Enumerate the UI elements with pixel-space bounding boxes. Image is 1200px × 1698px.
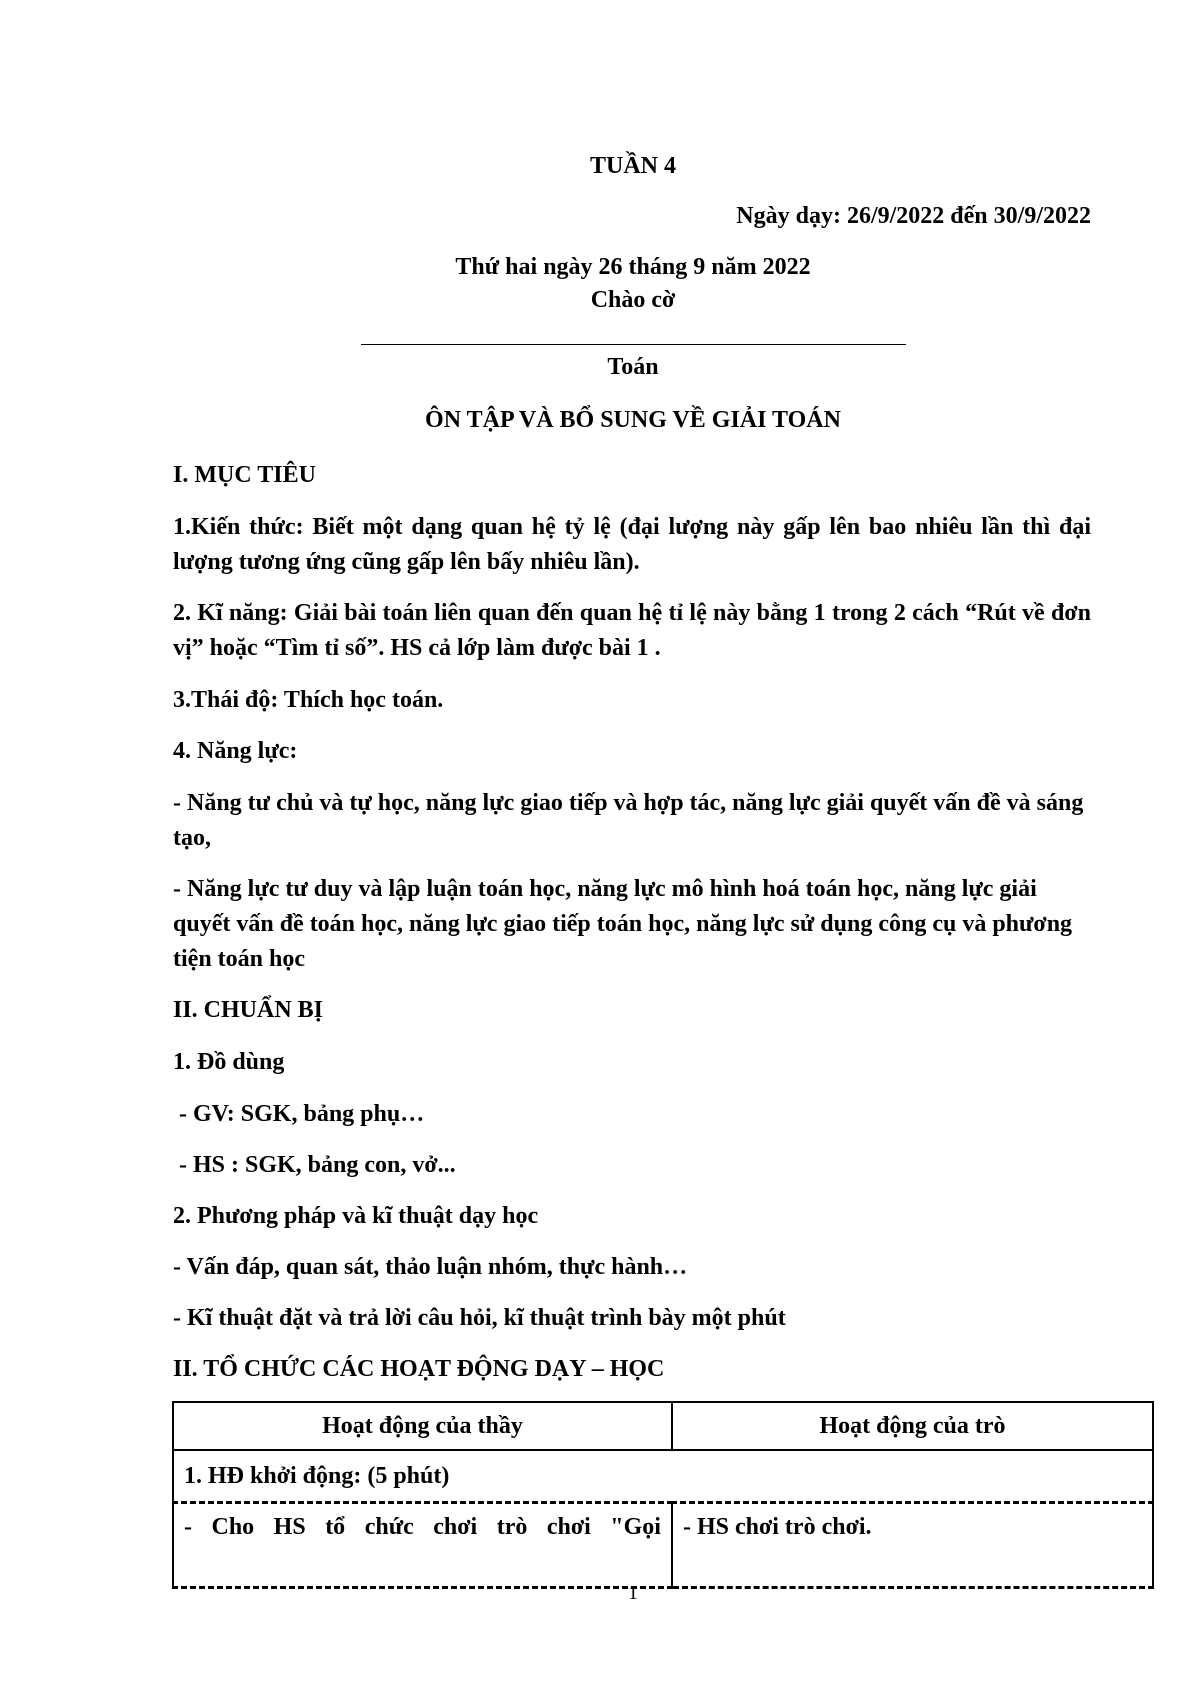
subject-heading: Toán (607, 354, 659, 380)
page-number: 1 (628, 1582, 638, 1604)
column-header-student: Hoạt động của trò (672, 1402, 1153, 1450)
lesson-title: ÔN TẬP VÀ BỔ SUNG VỀ GIẢI TOÁN (425, 407, 841, 433)
objective-skills: 2. Kĩ năng: Giải bài toán liên quan đến quan hệ tỉ lệ này bằng 1 trong 2 cách “Rút về đơn vị” hoặc “Tìm tỉ số”. HS cả lớp làm được bài 1 . (173, 600, 1091, 661)
competence-item-1: - Năng tư chủ và tự học, năng lực giao tiếp và hợp tác, năng lực giải quyết vấn đề và sáng tạo, (173, 790, 1084, 851)
methods-item-1: - Vấn đáp, quan sát, thảo luận nhóm, thực hành… (173, 1254, 688, 1280)
methods-item-2: - Kĩ thuật đặt và trả lời câu hỏi, kĩ thuật trình bày một phút (173, 1305, 786, 1331)
activities-heading: II. TỔ CHỨC CÁC HOẠT ĐỘNG DẠY – HỌC (173, 1356, 665, 1382)
table-header-row (173, 1402, 1153, 1450)
table-row (173, 1503, 1153, 1588)
competence-heading: 4. Năng lực: (173, 738, 298, 764)
column-header-teacher: Hoạt động của thầy (173, 1402, 672, 1450)
objective-knowledge: 1.Kiến thức: Biết một dạng quan hệ tỷ lệ (đại lượng này gấp lên bao nhiêu lần thì đại lượng tương ứng cũng gấp lên bấy nhiêu lần). (173, 514, 1091, 575)
materials-heading: 1. Đồ dùng (173, 1049, 285, 1075)
objective-attitude: 3.Thái độ: Thích học toán. (173, 687, 444, 713)
materials-teacher: - GV: SGK, bảng phụ… (173, 1101, 425, 1127)
competence-item-2: - Năng lực tư duy và lập luận toán học, năng lực mô hình hoá toán học, năng lực giải quyết vấn đề toán học, năng lực giao tiếp toán học, năng lực sử dụng công cụ và phương tiện toán học (173, 876, 1073, 972)
preparation-heading: II. CHUẨN BỊ (173, 997, 324, 1023)
methods-heading: 2. Phương pháp và kĩ thuật dạy học (173, 1203, 539, 1229)
row-student-cell: - HS chơi trò chơi. (672, 1503, 1153, 1588)
teaching-dates: Ngày dạy: 26/9/2022 đến 30/9/2022 (736, 203, 1091, 229)
activities-table (172, 1401, 1154, 1589)
week-heading: TUẦN 4 (589, 153, 676, 179)
objectives-heading: I. MỤC TIÊU (173, 462, 316, 488)
table-section-row (173, 1450, 1153, 1503)
materials-student: - HS : SGK, bảng con, vở... (173, 1152, 456, 1178)
day-heading: Thứ hai ngày 26 tháng 9 năm 2022 (455, 254, 811, 280)
divider-line (361, 344, 906, 345)
section-warmup: 1. HĐ khởi động: (5 phút) (173, 1450, 1153, 1503)
ceremony-heading: Chào cờ (590, 287, 676, 313)
row-teacher-cell: - Cho HS tổ chức chơi trò chơi "Gọi (173, 1503, 672, 1588)
